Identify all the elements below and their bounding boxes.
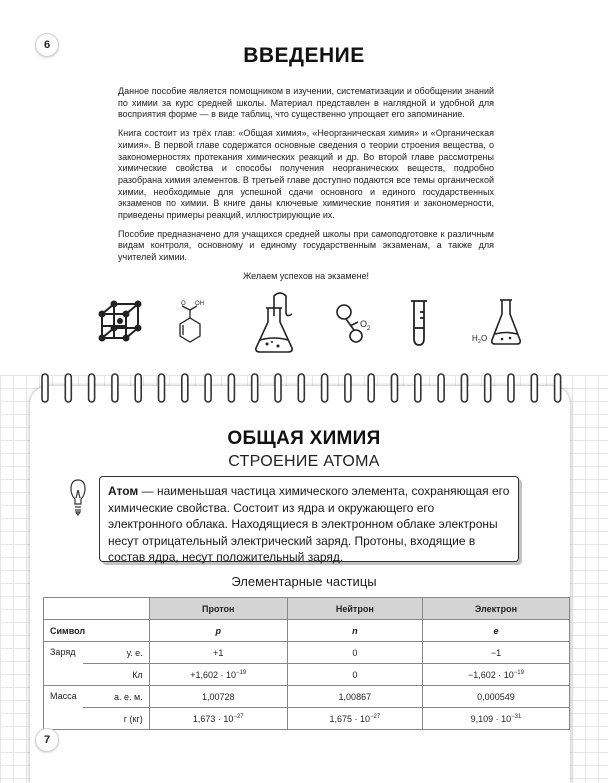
crystal-lattice-icon	[96, 298, 144, 350]
definition-term: Атом	[108, 484, 139, 498]
binding-ring	[531, 374, 537, 402]
table-row-symbol	[44, 620, 570, 642]
o2-label: O	[360, 319, 368, 329]
row-label-mass: Масса	[44, 686, 83, 730]
charge-electron: −1	[422, 642, 569, 664]
unit-aem: а. е. м.	[83, 686, 150, 708]
intro-paragraph: Пособие предназначено для учащихся средней школы при самоподготовке к различным видам контроля, основному и единому государственным экзаменам, а также для учителей химии.	[118, 228, 494, 263]
table-row-mass-g	[44, 708, 570, 730]
oh-label: OH	[195, 301, 204, 307]
binding-ring	[438, 374, 444, 402]
charge-kl-proton: $+1,602 \cdot 10^{-19}$	[149, 664, 287, 686]
symbol-electron: e	[422, 620, 569, 642]
unit-g: г (кг)	[83, 708, 150, 730]
flask-with-tube-icon	[250, 290, 298, 356]
unit-kl: Кл	[83, 664, 150, 686]
binding-ring	[415, 374, 421, 402]
mass-aem-neutron: 1,00867	[287, 686, 422, 708]
table-row-charge-ue	[44, 642, 570, 664]
svg-text:2: 2	[478, 339, 481, 345]
mass-aem-electron: 0,000549	[422, 686, 569, 708]
binding-ring	[89, 374, 95, 402]
table-header-row	[44, 598, 570, 620]
oxygen-molecule-icon	[330, 300, 376, 346]
section-title: ОБЩАЯ ХИМИЯ	[227, 428, 381, 449]
binding-ring	[42, 374, 48, 402]
mass-g-neutron: $1,675 \cdot 10^{-27}$	[287, 708, 422, 730]
column-header-proton: Протон	[149, 598, 287, 620]
page-number-bottom: 7	[35, 728, 59, 752]
svg-text:O: O	[181, 301, 186, 307]
binding-ring	[298, 374, 304, 402]
binding-ring	[345, 374, 351, 402]
binding-ring	[112, 374, 118, 402]
binding-ring	[252, 374, 258, 402]
binding-ring	[392, 374, 398, 402]
definition-text: — наименьшая частица химического элемента, сохраняющая его химические свойства. Состоит из ядра и окружающего его электронного облака. Находящиеся в электронном облаке электроны несут отрицательный электрический заряд. Протоны, входящие в состав ядра, несут положительный заряд.	[108, 484, 510, 564]
binding-ring	[555, 374, 561, 402]
binding-ring	[461, 374, 467, 402]
binding-ring	[65, 374, 71, 402]
mass-g-proton: $1,673 \cdot 10^{-27}$	[149, 708, 287, 730]
binding-ring	[159, 374, 165, 402]
page-number-top: 6	[35, 33, 59, 57]
table-row-mass-aem	[44, 686, 570, 708]
binding-ring	[182, 374, 188, 402]
binding-ring	[508, 374, 514, 402]
binding-ring	[228, 374, 234, 402]
chemistry-icons-row	[0, 290, 608, 360]
section-subtitle: СТРОЕНИЕ АТОМА	[228, 453, 380, 470]
row-label-charge: Заряд	[44, 642, 83, 686]
mass-aem-proton: 1,00728	[149, 686, 287, 708]
intro-paragraph: Книга состоит из трёх глав: «Общая химия», «Неорганическая химия» и «Органическая химия». В первой главе содержатся основные сведения о теории строения вещества, о закономерностях протекания химических реакций и др. Во второй главе рассмотрены химические свойства и способы получения неорганических веществ, подробно разобрана химия элементов. В третьей главе доступно подаются все темы органической химии, необходимые для успешной сдачи основного и единого государственных экзаменов по химии. В книге даны ключевые химические понятия и закономерности, приведены примеры реакций, иллюстрирующие их.	[118, 128, 494, 221]
symbol-neutron: n	[287, 620, 422, 642]
light-bulb-icon	[69, 478, 87, 518]
charge-kl-electron: $-1,602 \cdot 10^{-19}$	[422, 664, 569, 686]
column-header-electron: Электрон	[422, 598, 569, 620]
mass-g-electron: $9,109 \cdot 10^{-31}$	[422, 708, 569, 730]
unit-ue: у. е.	[83, 642, 150, 664]
intro-wish: Желаем успехов на экзамене!	[242, 270, 370, 281]
svg-text:2: 2	[367, 326, 371, 332]
charge-proton: +1	[149, 642, 287, 664]
binding-ring	[135, 374, 141, 402]
atom-definition-box	[99, 476, 519, 562]
binding-ring	[275, 374, 281, 402]
intro-title: ВВЕДЕНИЕ	[243, 44, 365, 67]
row-label-symbol: Символ	[44, 620, 150, 642]
symbol-proton: p	[149, 620, 287, 642]
h2o-label: H	[472, 334, 478, 343]
benzoic-acid-icon	[178, 296, 208, 348]
binding-ring	[205, 374, 211, 402]
spiral-binding	[0, 370, 608, 410]
test-tube-icon	[408, 298, 430, 350]
charge-neutron: 0	[287, 642, 422, 664]
column-header-neutron: Нейтрон	[287, 598, 422, 620]
intro-text	[118, 86, 494, 290]
elementary-particles-table	[43, 597, 570, 730]
intro-paragraph: Данное пособие является помощником в изучении, систематизации и обобщении знаний по химии за курс средней школы. Материал представлен в наглядной и удобной для восприятия форме — в виде таблиц, что существенно упрощает его запоминание.	[118, 86, 494, 120]
svg-text:O: O	[481, 334, 488, 343]
table-title: Элементарные частицы	[231, 574, 377, 589]
water-flask-icon	[470, 296, 526, 350]
table-corner-cell	[44, 598, 150, 620]
charge-kl-neutron: 0	[287, 664, 422, 686]
binding-ring	[368, 374, 374, 402]
binding-ring	[485, 374, 491, 402]
table-row-charge-kl	[44, 664, 570, 686]
binding-ring	[322, 374, 328, 402]
